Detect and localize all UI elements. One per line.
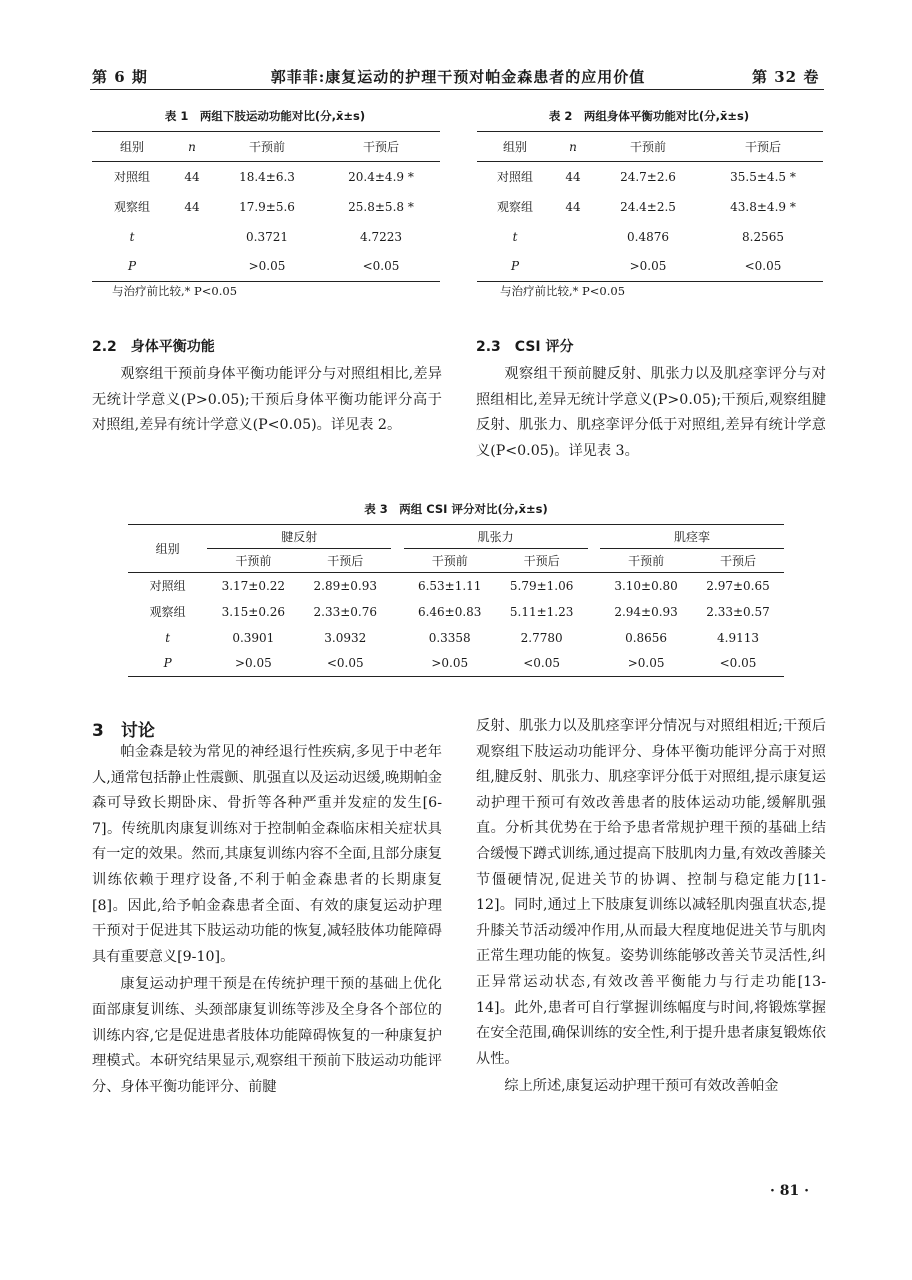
page-number: · 81 · [770,1183,809,1199]
table-row [92,162,440,192]
table-cell: 2.94±0.93 [614,604,678,619]
table-cell: 18.4±6.3 [239,169,295,184]
table3-subheader: 干预后 [523,554,560,568]
table3-caption: 表 3 两组 CSI 评分对比(分,x̄±s) [364,502,548,516]
table-cell: >0.05 [629,259,667,274]
table-cell: 5.79±1.06 [509,578,574,593]
header-rule [90,89,824,90]
table2 [477,131,823,282]
table-row [92,192,440,222]
table-row [128,599,784,625]
section-2-3-text: 观察组干预前腱反射、肌张力以及肌痉挛评分与对照组相比,差异无统计学意义(P>0.05);干预后,观察组腱反射、肌张力、肌痉挛评分低于对照组,差异有统计学意义(P<0.05)。详见表 3。 [476,366,826,459]
table-cell: 24.4±2.5 [620,199,676,214]
table-row [477,252,823,282]
table-cell: 6.46±0.83 [417,604,482,619]
section-3-para3: 综上所述,康复运动护理干预可有效改善帕金 [504,1078,779,1095]
table-cell: <0.05 [362,259,400,274]
table-cell: <0.05 [719,656,757,671]
table-cell: 3.17±0.22 [221,578,286,593]
table-cell: 8.2565 [742,229,784,244]
table-cell: 3.0932 [324,630,367,645]
table-cell: 44 [565,169,581,184]
section-2-2-heading: 2.2 身体平衡功能 [92,339,215,355]
table-cell: 0.3358 [428,630,471,645]
table-cell: P [163,656,172,671]
table2-header: 组别 [502,140,527,154]
section-3-para1: 帕金森是较为常见的神经退行性疾病,多见于中老年人,通常包括静止性震颤、肌强直以及运动迟缓,晚期帕金森可导致长期卧床、骨折等各种严重并发症的发生[6-7]。传统肌肉康复训练对于控制帕金森临床相关症状具有一定的效果。然而,其康复训练内容不全面,且部分康复训练依赖于理疗设备,不利于帕金森患者的长期康复[8]。因此,给予帕金森患者全面、有效的康复运动护理干预对于促进其下肢运动功能的恢复,减轻肢体功能障碍具有重要意义[9-10]。 [92,744,442,965]
table-row [128,625,784,651]
table2-header: 干预后 [744,140,781,154]
table-cell: 0.8656 [625,630,668,645]
issue-label: 第 6 期 [92,68,148,86]
table-cell: 2.33±0.57 [706,604,770,619]
table-cell: t [512,229,518,244]
table-row [92,252,440,282]
table-cell: 2.7780 [520,630,563,645]
table-cell: 43.8±4.9 * [730,199,796,214]
table-cell: 对照组 [149,579,186,594]
table3-group-spasm: 肌痉挛 [600,525,784,549]
table3-group-tendon: 腱反射 [207,525,391,549]
table-cell: 44 [184,169,200,184]
volume-label: 第 32 卷 [752,68,820,86]
section-2-2-body [92,362,442,439]
table-cell: 20.4±4.9 * [348,169,414,184]
table3-subheader: 干预后 [720,554,757,568]
table-cell: 5.11±1.23 [509,604,574,619]
section-3-left-column [92,740,442,1100]
table-row [92,222,440,252]
table-cell: P [127,259,137,274]
table-cell [172,252,212,282]
table-cell: 0.4876 [627,229,669,244]
table1-header: n [188,139,196,154]
table-cell: 0.3901 [232,630,275,645]
table-cell: <0.05 [523,656,561,671]
table-cell: t [129,229,135,244]
table3-subheader: 干预前 [431,554,468,568]
table-cell: 4.7223 [360,229,402,244]
table-cell: 对照组 [496,170,533,185]
table-row [477,162,823,192]
table-cell: >0.05 [234,656,272,671]
table-cell: 24.7±2.6 [620,169,676,184]
table3-subheader: 干预前 [235,554,272,568]
table-cell: 44 [184,199,200,214]
table-cell: 对照组 [113,170,150,185]
table-cell: 44 [565,199,581,214]
table-cell: 3.10±0.80 [614,578,678,593]
running-title: 郭菲菲:康复运动的护理干预对帕金森患者的应用价值 [270,68,646,86]
section-2-3-body [476,362,826,464]
table-cell: 观察组 [149,605,186,619]
table1-header: 干预前 [248,140,285,154]
table2-header: n [569,139,577,154]
table2-header: 干预前 [629,140,666,154]
table-cell: 4.9113 [717,630,760,645]
table-cell: 3.15±0.26 [221,604,286,619]
table-row [128,573,784,599]
table-row [128,651,784,677]
table-cell: 2.89±0.93 [313,578,377,593]
table-cell: 35.5±4.5 * [730,169,796,184]
section-3-para2: 康复运动护理干预是在传统护理干预的基础上优化面部康复训练、头颈部康复训练等涉及全身各个部位的训练内容,它是促进患者肢体功能障碍恢复的一种康复护理模式。本研究结果显示,观察组干预前下肢运动功能评分、身体平衡功能评分、前腱 [92,976,442,1095]
section-2-2-text: 观察组干预前身体平衡功能评分与对照组相比,差异无统计学意义(P>0.05);干预后身体平衡功能评分高于对照组,差异有统计学意义(P<0.05)。详见表 2。 [92,366,442,434]
table1-note: 与治疗前比较,* P<0.05 [112,284,238,298]
table2-note: 与治疗前比较,* P<0.05 [500,284,626,298]
table-cell: <0.05 [744,259,782,274]
section-3-heading: 3 讨论 [92,721,155,741]
table-cell: 0.3721 [246,229,288,244]
table2-caption: 表 2 两组身体平衡功能对比(分,x̄±s) [548,109,750,123]
table-cell: <0.05 [326,656,364,671]
table-row [477,192,823,222]
table1-header: 组别 [119,140,144,154]
table3-group-header: 组别 [155,542,180,556]
table-cell: 25.8±5.8 * [348,199,414,214]
section-3-para2-cont: 反射、肌张力以及肌痉挛评分情况与对照组相近;干预后观察组下肢运动功能评分、身体平衡功能评分高于对照组,腱反射、肌张力、肌痉挛评分低于对照组,提示康复运动护理干预可有效改善患者的肢体运动功能,缓解肌强直。分析其优势在于给予患者常规护理干预的基础上结合缓慢下蹲式训练,通过提高下肢肌肉力量,有效改善膝关节僵硬情况,促进关节的协调、控制与稳定能力[11-12]。同时,通过上下肢康复训练以减轻肌肉强直状态,提升膝关节活动缓冲作用,从而最大程度地促进关节与肌肉正常生理功能的恢复。姿势训练能够改善关节灵活性,纠正异常运动状态,有效改善平衡能力与行走功能[13-14]。此外,患者可自行掌握训练幅度与时间,将锻炼掌握在安全范围,确保训练的安全性,利于提升患者康复锻炼依从性。 [476,718,826,1067]
table-cell: 2.33±0.76 [313,604,377,619]
table3-subheader: 干预前 [628,554,665,568]
table3-subheader: 干预后 [327,554,364,568]
table-cell [553,252,593,282]
table1-caption: 表 1 两组下肢运动功能对比(分,x̄±s) [164,109,366,123]
table-cell: 2.97±0.65 [706,578,770,593]
table-cell: >0.05 [627,656,665,671]
table-cell [553,222,593,252]
table-cell: >0.05 [431,656,469,671]
table-row [477,222,823,252]
table-cell: 观察组 [113,200,150,214]
table-cell: 6.53±1.11 [417,578,482,593]
table-cell: >0.05 [248,259,286,274]
table1-header: 干预后 [362,140,399,154]
section-2-3-heading: 2.3 CSI 评分 [476,339,574,355]
section-3-right-column [476,714,826,1100]
table-cell: P [510,259,520,274]
table3 [128,524,784,677]
table-cell: 观察组 [496,200,533,214]
table-cell: t [165,630,171,645]
table-cell [172,222,212,252]
table3-group-tone: 肌张力 [404,525,588,549]
table-cell: 17.9±5.6 [239,199,295,214]
table1 [92,131,440,282]
